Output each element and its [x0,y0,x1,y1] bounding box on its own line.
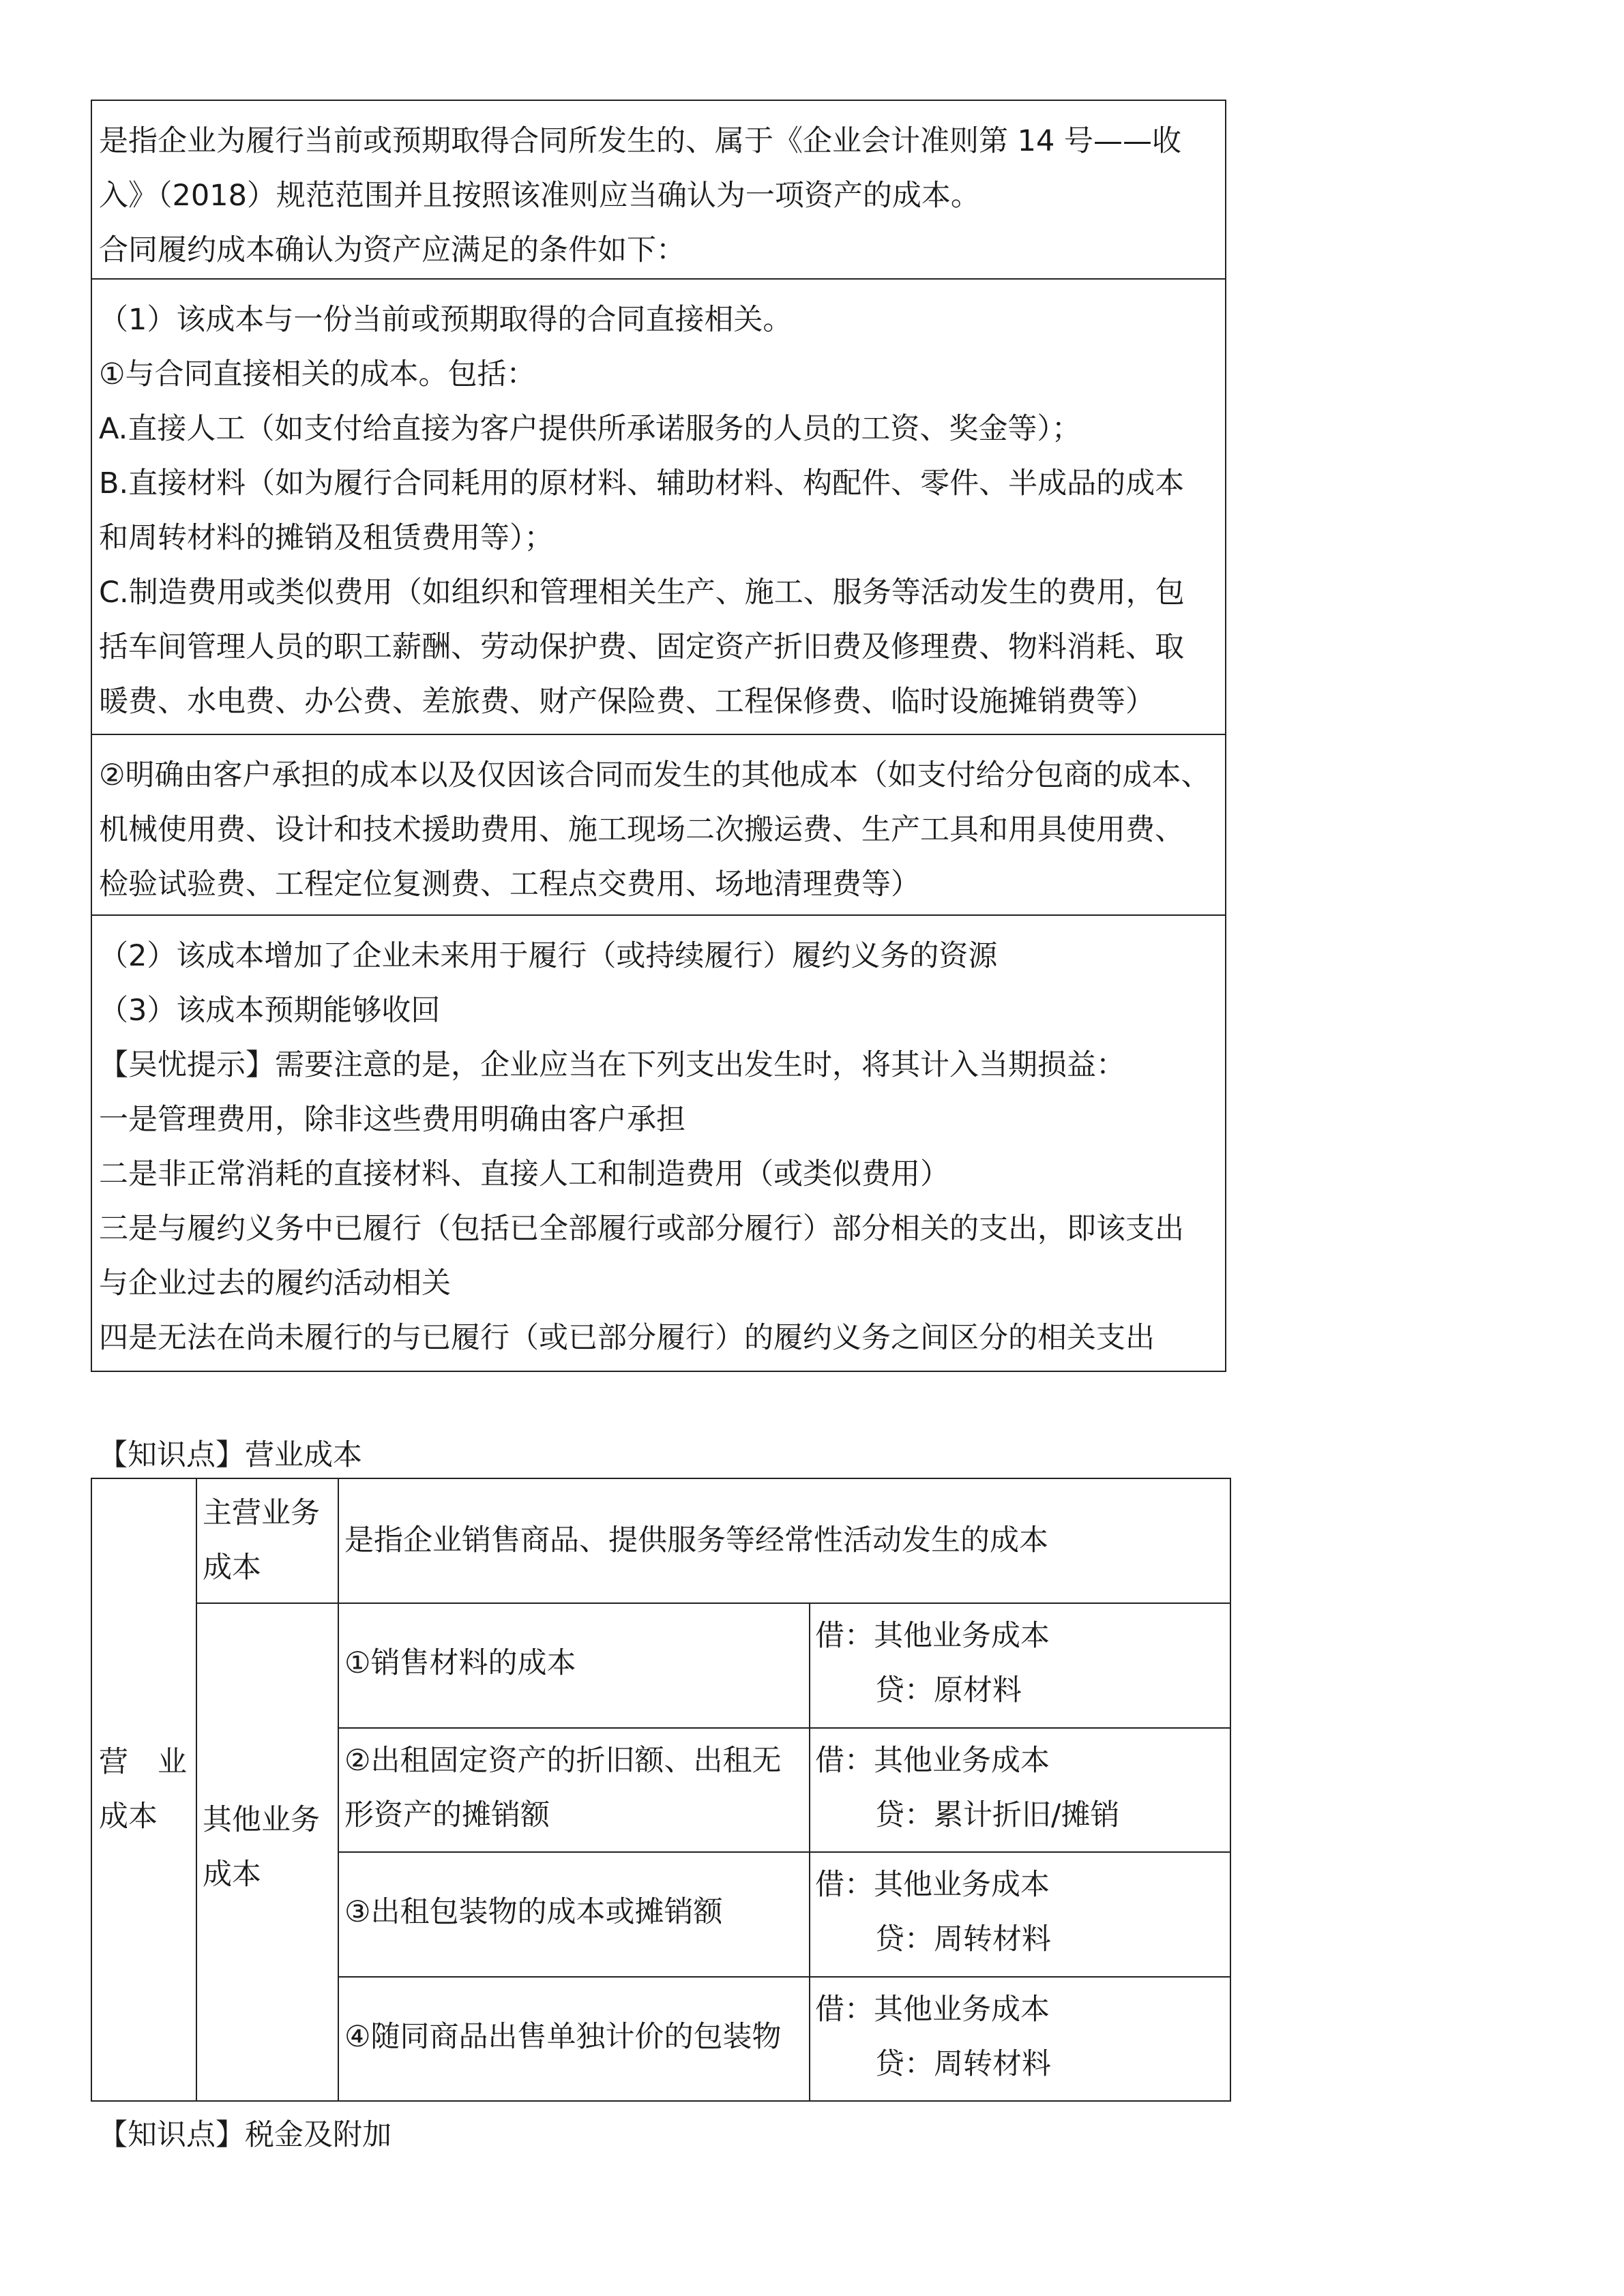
conditions-2-3-cell [92,916,1225,1371]
item-text: 形资产的摊销额 [344,1798,550,1832]
debit-entry: 借：其他业务成本 [815,1868,1050,1902]
other-business-label: 成本 [203,1858,261,1892]
text-line: ②明确由客户承担的成本以及仅因该合同而发生的其他成本（如支付给分包商的成本、 [99,758,1211,792]
text-line: C.制造费用或类似费用（如组织和管理相关生产、施工、服务等活动发生的费用，包 [99,576,1185,610]
text-line: 四是无法在尚未履行的与已履行（或已部分履行）的履约义务之间区分的相关支出 [99,1321,1155,1355]
text-line: 与企业过去的履约活动相关 [99,1266,451,1300]
text-line: B.直接材料（如为履行合同耗用的原材料、辅助材料、构配件、零件、半成品的成本 [99,466,1185,501]
text-line: 二是非正常消耗的直接材料、直接人工和制造费用（或类似费用） [99,1157,949,1191]
item-text: ④随同商品出售单独计价的包装物 [344,2020,782,2054]
customer-cost-cell [92,735,1225,916]
category-label: 成本 [99,1800,158,1834]
item-text: ②出租固定资产的折旧额、出租无 [344,1744,782,1778]
credit-entry: 贷：周转材料 [875,1922,1051,1956]
text-line: 入》（2018）规范范围并且按照该准则应当确认为一项资产的成本。 [99,179,980,213]
definition-cell [92,101,1225,280]
text-line: （2）该成本增加了企业未来用于履行（或持续履行）履约义务的资源 [99,939,998,973]
condition-1-cell [92,280,1225,735]
text-line: 检验试验费、工程定位复测费、工程点交费用、场地清理费等） [99,867,920,901]
contract-cost-table [91,100,1226,1372]
debit-entry: 借：其他业务成本 [815,1619,1050,1653]
item-text: ①销售材料的成本 [344,1646,576,1680]
table-divider [338,1976,1230,1978]
table-divider [338,1727,1230,1729]
section-heading: 【知识点】营业成本 [98,1438,362,1472]
text-line: （1）该成本与一份当前或预期取得的合同直接相关。 [99,303,793,337]
main-business-label: 成本 [203,1551,261,1585]
table-divider [338,1851,1230,1853]
text-line: A.直接人工（如支付给直接为客户提供所承诺服务的人员的工资、奖金等）； [99,412,1081,446]
table-divider [338,1479,339,2100]
main-business-label: 主营业务 [203,1496,320,1530]
text-line: 括车间管理人员的职工薪酬、劳动保护费、固定资产折旧费及修理费、物料消耗、取 [99,630,1184,664]
debit-entry: 借：其他业务成本 [815,1993,1050,2027]
text-line: 是指企业为履行当前或预期取得合同所发生的、属于《企业会计准则第 14 号——收 [99,124,1182,158]
credit-entry: 贷：周转材料 [875,2047,1051,2081]
table-divider [196,1479,197,2100]
text-line: 三是与履约义务中已履行（包括已全部履行或部分履行）部分相关的支出，即该支出 [99,1212,1184,1246]
credit-entry: 贷：原材料 [875,1673,1022,1708]
other-business-label: 其他业务 [203,1803,320,1837]
text-line: ①与合同直接相关的成本。包括： [99,357,536,391]
operating-cost-table [91,1478,1231,2102]
text-line: 暖费、水电费、办公费、差旅费、财产保险费、工程保修费、临时设施摊销费等） [99,685,1155,719]
section-heading: 【知识点】税金及附加 [98,2118,392,2152]
text-line: 机械使用费、设计和技术援助费用、施工现场二次搬运费、生产工具和用具使用费、 [99,813,1184,847]
text-line: 合同履约成本确认为资产应满足的条件如下： [99,233,685,267]
text-line: 【吴忧提示】需要注意的是，企业应当在下列支出发生时，将其计入当期损益： [99,1048,1125,1082]
debit-entry: 借：其他业务成本 [815,1744,1050,1778]
text-line: 和周转材料的摊销及租赁费用等）； [99,521,554,555]
credit-entry: 贷：累计折旧/摊销 [875,1798,1120,1832]
item-text: ③出租包装物的成本或摊销额 [344,1895,723,1929]
category-label: 营 业 [99,1745,187,1779]
text-line: 一是管理费用，除非这些费用明确由客户承担 [99,1103,685,1137]
main-business-description: 是指企业销售商品、提供服务等经常性活动发生的成本 [344,1523,1048,1557]
text-line: （3）该成本预期能够收回 [99,994,441,1028]
table-divider [196,1602,1230,1604]
